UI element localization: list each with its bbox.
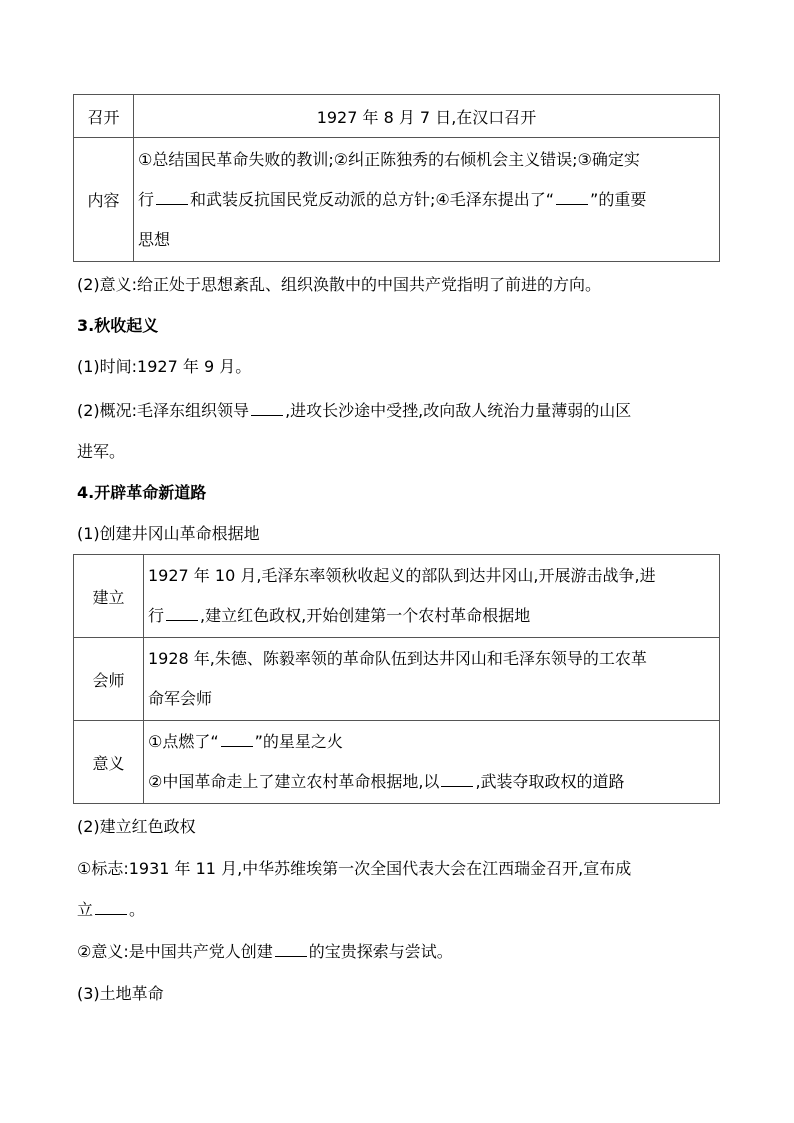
fill-blank <box>556 188 588 205</box>
paragraph: 进军。 <box>77 442 126 461</box>
fill-blank <box>95 898 127 915</box>
meeting-table <box>73 94 720 262</box>
text-line: 行 和武装反抗国民党反动派的总方针;④毛泽东提出了“ ”的重要 <box>138 189 647 209</box>
base-table <box>73 554 720 804</box>
row-label: 意义 <box>74 721 144 804</box>
fill-blank <box>275 940 307 957</box>
table-row <box>74 138 720 262</box>
paragraph: (2)概况:毛泽东组织领导 ,进攻长沙途中受挫,改向敌人统治力量薄弱的山区 <box>77 401 632 420</box>
paragraph: (3)土地革命 <box>77 984 164 1003</box>
paragraph: (1)创建井冈山革命根据地 <box>77 524 260 543</box>
paragraph: (2)建立红色政权 <box>77 817 196 836</box>
row-label: 会师 <box>74 638 144 721</box>
row-content <box>134 138 720 262</box>
row-content: ①点燃了“ ”的星星之火 ②中国革命走上了建立农村革命根据地,以 ,武装夺取政权的道路 <box>144 721 720 804</box>
paragraph: (2)意义:给正处于思想紊乱、组织涣散中的中国共产党指明了前进的方向。 <box>77 275 602 294</box>
row-content: 1928 年,朱德、陈毅率领的革命队伍到达井冈山和毛泽东领导的工农革 命军会师 <box>144 638 720 721</box>
row-label: 建立 <box>74 555 144 638</box>
row-label: 召开 <box>74 95 134 138</box>
table-row <box>74 555 720 638</box>
table-row <box>74 721 720 804</box>
row-content: 1927 年 10 月,毛泽东率领秋收起义的部队到达井冈山,开展游击战争,进 行 ,建立红色政权,开始创建第一个农村革命根据地 <box>144 555 720 638</box>
fill-blank <box>156 188 188 205</box>
paragraph: ②意义:是中国共产党人创建 的宝贵探索与尝试。 <box>77 942 453 961</box>
section-heading: 4.开辟革命新道路 <box>77 483 207 502</box>
table-row <box>74 638 720 721</box>
fill-blank <box>166 604 198 621</box>
row-label: 内容 <box>74 138 134 262</box>
text-line: ①总结国民革命失败的教训;②纠正陈独秀的右倾机会主义错误;③确定实 <box>138 149 640 169</box>
fill-blank <box>441 770 473 787</box>
text-line: 思想 <box>138 229 171 249</box>
paragraph: 立 。 <box>77 900 146 919</box>
paragraph: ①标志:1931 年 11 月,中华苏维埃第一次全国代表大会在江西瑞金召开,宣布成 <box>77 859 632 878</box>
fill-blank <box>251 399 283 416</box>
paragraph: (1)时间:1927 年 9 月。 <box>77 357 252 376</box>
section-heading: 3.秋收起义 <box>77 316 159 335</box>
table-row <box>74 95 720 138</box>
fill-blank <box>221 730 253 747</box>
row-content: 1927 年 8 月 7 日,在汉口召开 <box>134 95 720 138</box>
